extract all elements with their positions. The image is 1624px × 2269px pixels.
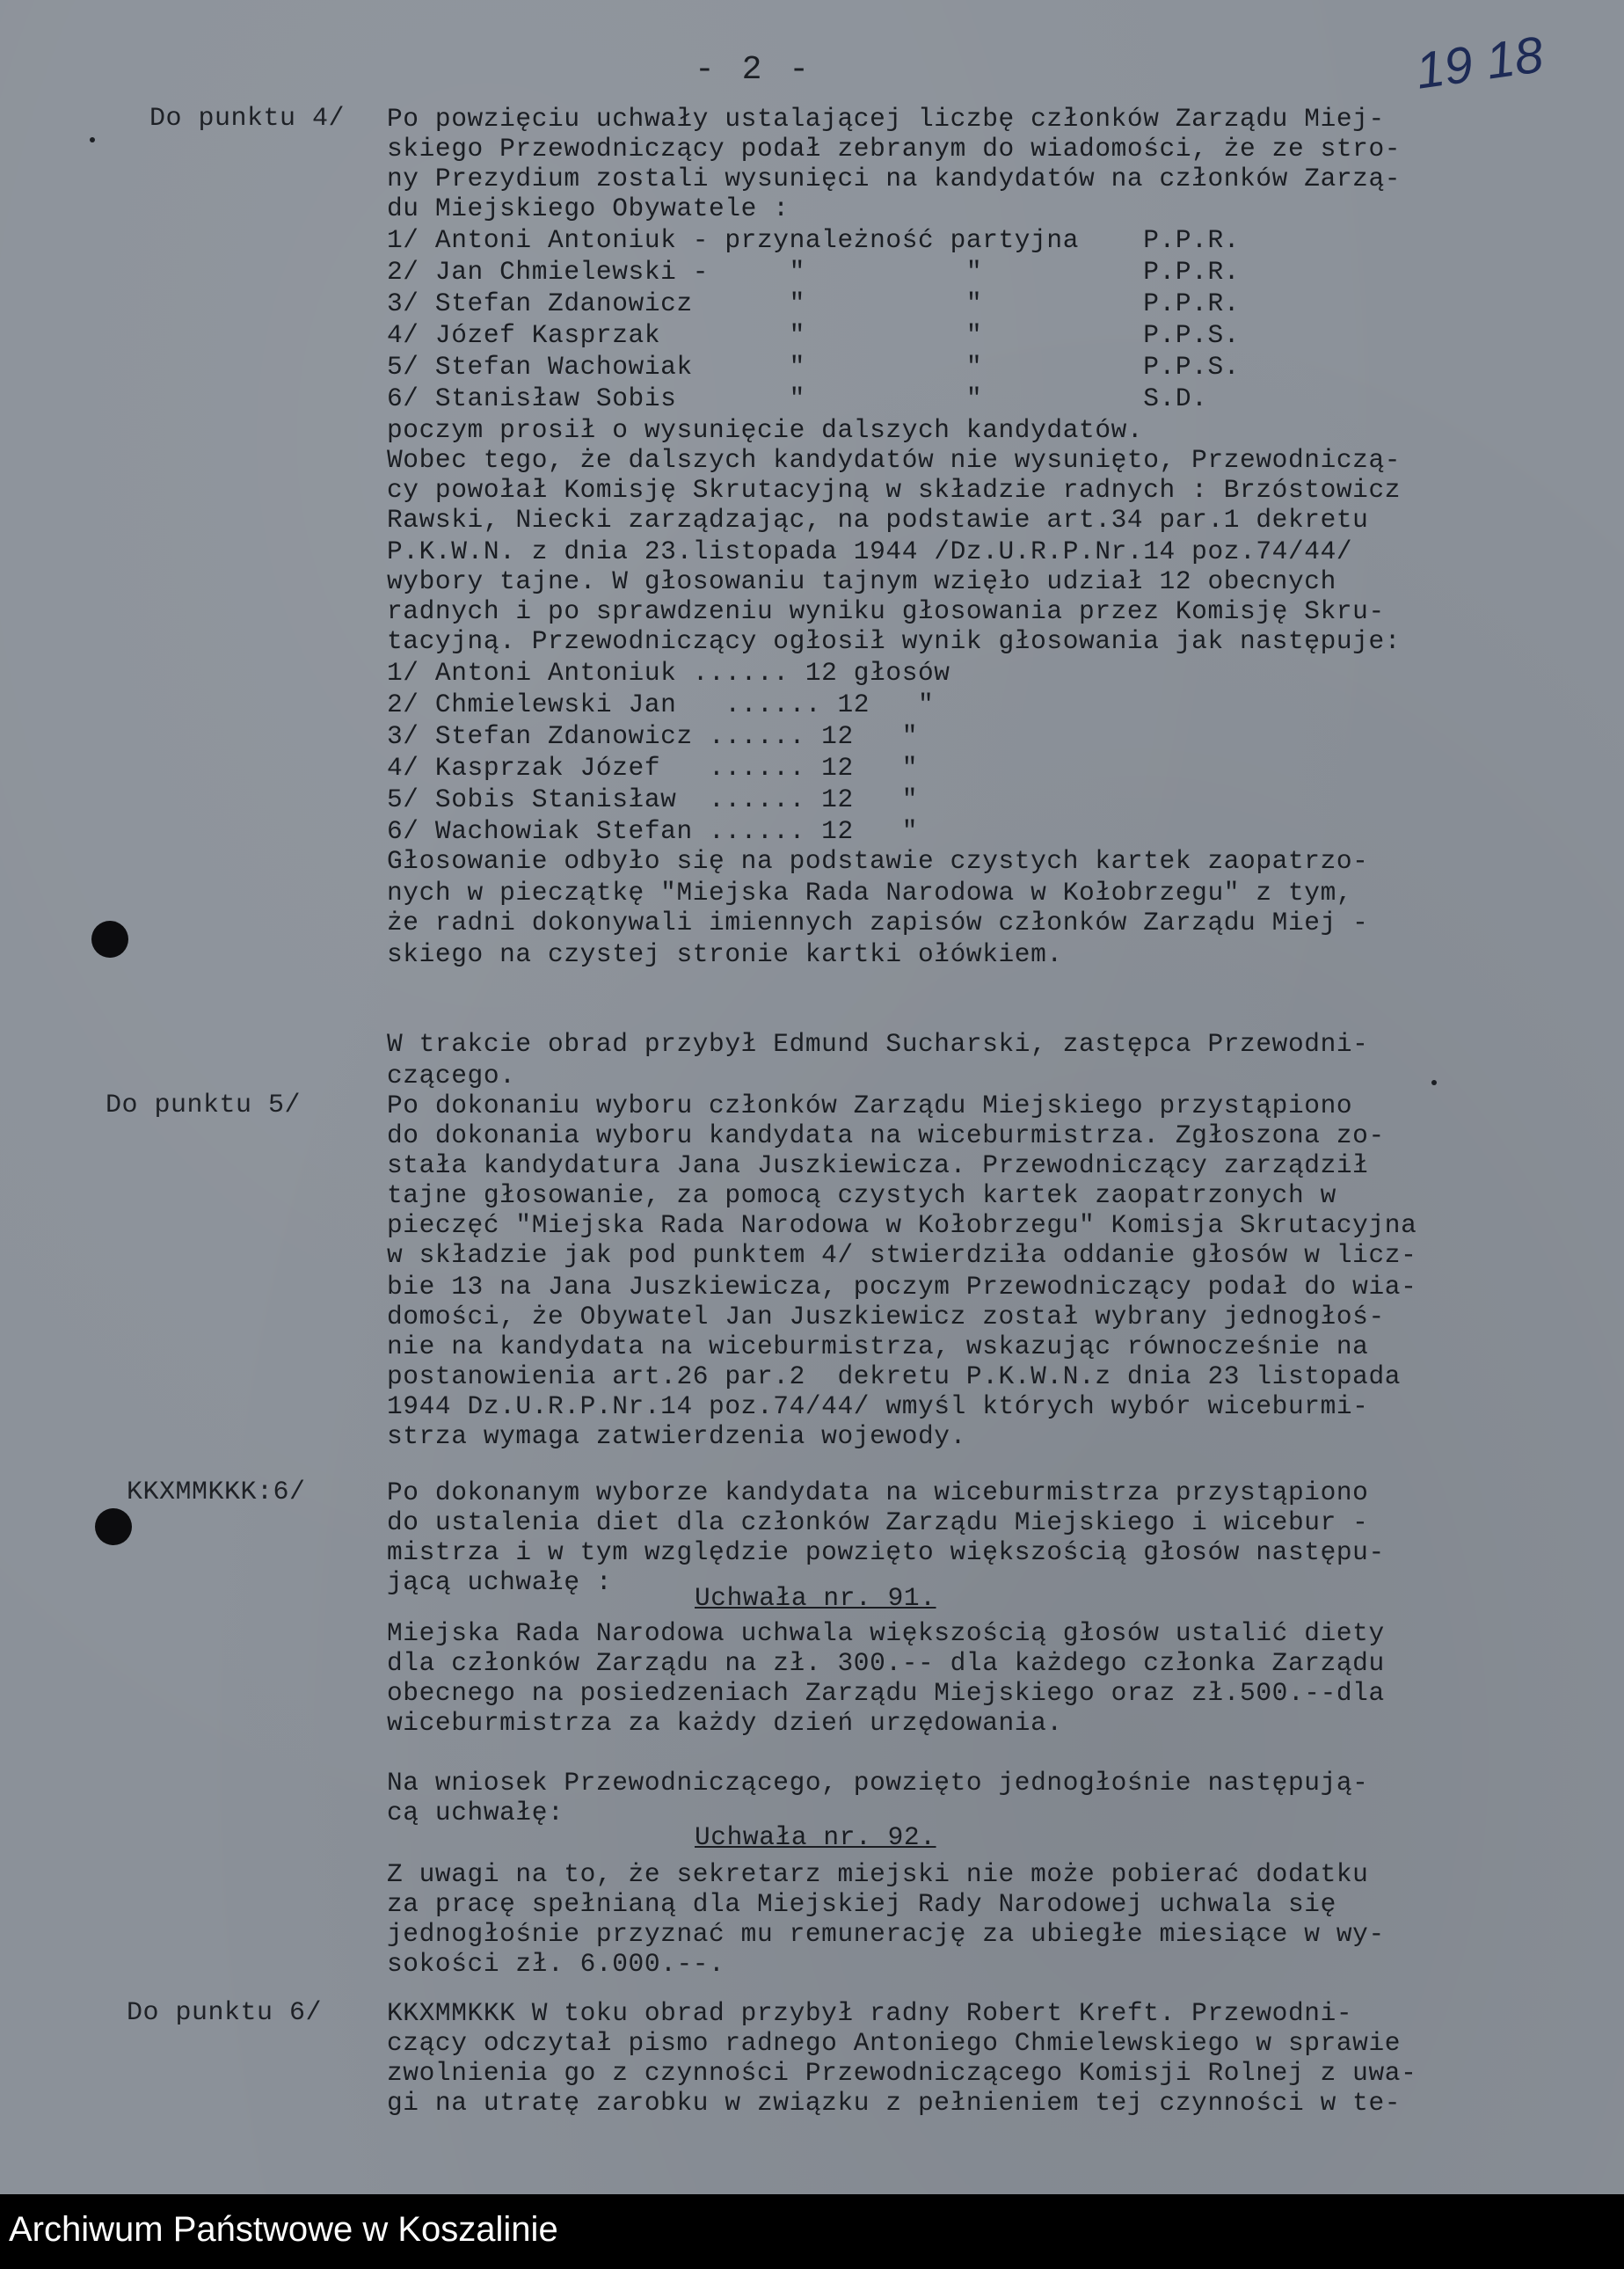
archive-footer-bar <box>0 2194 1624 2269</box>
text-line: poczym prosił o wysunięcie dalszych kandydatów. <box>387 415 1144 445</box>
text-line: pieczęć "Miejska Rada Narodowa w Kołobrzegu" Komisja Skrutacyjna <box>387 1210 1417 1240</box>
text-line: tacyjną. Przewodniczący ogłosił wynik głosowania jak następuje: <box>387 626 1402 656</box>
text-line: postanowienia art.26 par.2 dekretu P.K.W.N.z dnia 23 listopada <box>387 1361 1402 1391</box>
text-line: obecnego na posiedzeniach Zarządu Miejskiego oraz zł.500.--dla <box>387 1678 1385 1708</box>
text-line: 2/ Chmielewski Jan ...... 12 " <box>387 689 935 719</box>
text-line: domości, że Obywatel Jan Juszkiewicz został wybrany jednogłoś- <box>387 1302 1385 1331</box>
archive-number-stamp: 19 18 <box>1412 26 1547 100</box>
margin-label-point-6: Do punktu 6/ <box>127 1998 323 2028</box>
text-line: Rawski, Niecki zarządzając, na podstawie art.34 par.1 dekretu <box>387 505 1369 535</box>
text-line: wiceburmistrza za każdy dzień urzędowania. <box>387 1708 1063 1738</box>
margin-label-point-4: Do punktu 4/ <box>149 104 346 134</box>
page-number: - 2 - <box>695 51 813 89</box>
ink-dot <box>1431 1080 1437 1085</box>
text-line: 2/ Jan Chmielewski - " " P.P.R. <box>387 257 1241 287</box>
text-line: Na wniosek Przewodniczącego, powzięto jednogłośnie następują- <box>387 1768 1369 1798</box>
text-line: do dokonania wyboru kandydata na wiceburmistrza. Zgłoszona zo- <box>387 1120 1385 1150</box>
text-line: Wobec tego, że dalszych kandydatów nie wysunięto, Przewodniczą- <box>387 445 1402 475</box>
resolution-heading-91: Uchwała nr. 91. <box>695 1583 936 1613</box>
text-line: ny Prezydium zostali wysunięci na kandydatów na członków Zarzą- <box>387 164 1402 193</box>
text-line: gi na utratę zarobku w związku z pełnieniem tej czynności w te- <box>387 2088 1402 2118</box>
text-line: bie 13 na Jana Juszkiewicza, poczym Przewodniczący podał do wia- <box>387 1272 1417 1302</box>
text-line: mistrza i w tym względzie powzięto większością głosów następu- <box>387 1537 1385 1567</box>
text-line: nie na kandydata na wiceburmistrza, wskazując równocześnie na <box>387 1331 1369 1361</box>
text-line: jącą uchwałę : <box>387 1567 613 1597</box>
text-line: Po dokonaniu wyboru członków Zarządu Miejskiego przystąpiono <box>387 1091 1353 1120</box>
text-line: Z uwagi na to, że sekretarz miejski nie może pobierać dodatku <box>387 1859 1369 1889</box>
text-line: 5/ Stefan Wachowiak " " P.P.S. <box>387 352 1241 382</box>
text-line: 1/ Antoni Antoniuk - przynależność partyjna P.P.R. <box>387 225 1241 255</box>
resolution-heading-92: Uchwała nr. 92. <box>695 1822 936 1852</box>
text-line: Po dokonanym wyborze kandydata na wiceburmistrza przystąpiono <box>387 1477 1369 1507</box>
text-line: do ustalenia diet dla członków Zarządu Miejskiego i wicebur - <box>387 1507 1369 1537</box>
punch-hole <box>95 1508 132 1545</box>
text-line: dla członków Zarządu na zł. 300.-- dla każdego członka Zarządu <box>387 1648 1385 1678</box>
text-line: w składzie jak pod punktem 4/ stwierdziła oddanie głosów w licz- <box>387 1240 1417 1270</box>
text-line: strza wymaga zatwierdzenia wojewody. <box>387 1421 966 1451</box>
text-line: 6/ Stanisław Sobis " " S.D. <box>387 383 1208 413</box>
text-line: stała kandydatura Jana Juszkiewicza. Przewodniczący zarządził <box>387 1150 1369 1180</box>
text-line: Po powzięciu uchwały ustalającej liczbę członków Zarządu Miej- <box>387 104 1385 134</box>
archive-footer-label: Archiwum Państwowe w Koszalinie <box>9 2210 558 2249</box>
text-line: KKXMMKKK W toku obrad przybył radny Robert Kreft. Przewodni- <box>387 1998 1353 2028</box>
text-line: du Miejskiego Obywatele : <box>387 193 790 223</box>
text-line: zwolnienia go z czynności Przewodniczącego Komisji Rolnej z uwa- <box>387 2058 1417 2088</box>
text-line: Miejska Rada Narodowa uchwala większością głosów ustalić diety <box>387 1618 1385 1648</box>
text-line: 4/ Józef Kasprzak " " P.P.S. <box>387 320 1241 350</box>
text-line: skiego Przewodniczący podał zebranym do wiadomości, że ze stro- <box>387 134 1402 164</box>
text-line: wybory tajne. W głosowaniu tajnym wzięło udział 12 obecnych <box>387 566 1336 596</box>
margin-label-point-5: Do punktu 5/ <box>106 1091 302 1120</box>
text-line: 6/ Wachowiak Stefan ...... 12 " <box>387 816 918 846</box>
text-line: 5/ Sobis Stanisław ...... 12 " <box>387 784 918 814</box>
text-line: czącego. <box>387 1061 516 1091</box>
text-line: Głosowanie odbyło się na podstawie czystych kartek zaopatrzo- <box>387 846 1369 876</box>
text-line: radnych i po sprawdzeniu wyniku głosowania przez Komisję Skru- <box>387 596 1385 626</box>
ink-dot <box>90 137 95 142</box>
text-line: że radni dokonywali imiennych zapisów członków Zarządu Miej - <box>387 908 1369 938</box>
text-line: 3/ Stefan Zdanowicz ...... 12 " <box>387 721 918 751</box>
text-line: 1944 Dz.U.R.P.Nr.14 poz.74/44/ wmyśl których wybór wiceburmi- <box>387 1391 1369 1421</box>
text-line: 3/ Stefan Zdanowicz " " P.P.R. <box>387 288 1241 318</box>
text-line: cą uchwałę: <box>387 1798 564 1828</box>
text-line: 4/ Kasprzak Józef ...... 12 " <box>387 753 918 783</box>
text-line: skiego na czystej stronie kartki ołówkiem. <box>387 939 1063 969</box>
text-line: nych w pieczątkę "Miejska Rada Narodowa w Kołobrzegu" z tym, <box>387 878 1353 908</box>
text-line: za pracę spełnianą dla Miejskiej Rady Narodowej uchwala się <box>387 1889 1336 1919</box>
text-line: tajne głosowanie, za pomocą czystych kartek zaopatrzonych w <box>387 1180 1336 1210</box>
punch-hole <box>91 921 128 958</box>
text-line: czący odczytał pismo radnego Antoniego Chmielewskiego w sprawie <box>387 2028 1402 2058</box>
margin-label-struck: KKXMMKKK:6/ <box>127 1477 306 1507</box>
text-line: cy powołał Komisję Skrutacyjną w składzie radnych : Brzóstowicz <box>387 475 1402 505</box>
text-line: jednogłośnie przyznać mu remunerację za ubiegłe miesiące w wy- <box>387 1919 1385 1949</box>
text-line: 1/ Antoni Antoniuk ...... 12 głosów <box>387 658 950 688</box>
text-line: P.K.W.N. z dnia 23.listopada 1944 /Dz.U.R.P.Nr.14 poz.74/44/ <box>387 536 1353 566</box>
text-line: sokości zł. 6.000.--. <box>387 1949 725 1979</box>
text-line: W trakcie obrad przybył Edmund Sucharski, zastępca Przewodni- <box>387 1029 1369 1059</box>
